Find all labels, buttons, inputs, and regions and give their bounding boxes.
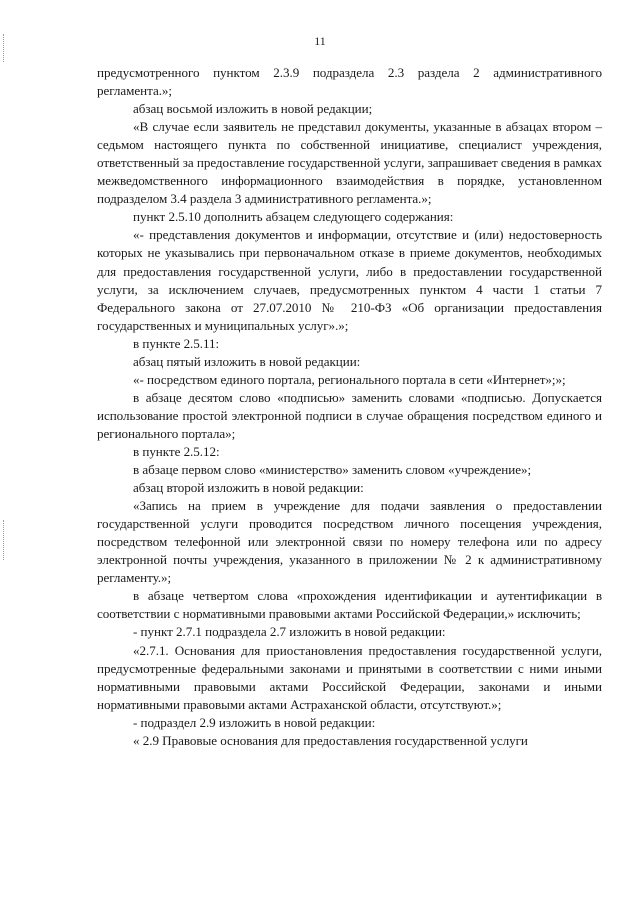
paragraph: - подраздел 2.9 изложить в новой редакции:: [133, 714, 376, 730]
paragraph: в абзаце десятом слово «подписью» заменить словами «подписью. Допускается использование простой электронной подписи в случае обращения посредством единого и регионального портала»;: [97, 389, 602, 441]
paragraph: абзац второй изложить в новой редакции:: [133, 480, 364, 496]
paragraph: пункт 2.5.10 дополнить абзацем следующего содержания:: [133, 209, 454, 225]
page-number: 11: [314, 34, 326, 48]
paragraph: - пункт 2.7.1 подраздела 2.7 изложить в новой редакции:: [133, 624, 446, 640]
paragraph: в абзаце первом слово «министерство» заменить словом «учреждение»;: [133, 462, 532, 478]
paragraph: абзац пятый изложить в новой редакции:: [133, 353, 361, 369]
paragraph: « 2.9 Правовые основания для предоставления государственной услуги: [133, 732, 528, 748]
paragraph: предусмотренного пунктом 2.3.9 подраздела 2.3 раздела 2 административного регламента.»;: [97, 65, 602, 99]
paragraph: в абзаце четвертом слова «прохождения идентификации и аутентификации в соответствии с нормативными правовыми актами Российской Федерации,» исключить;: [97, 588, 602, 622]
document-body: [97, 64, 602, 750]
paragraph: «Запись на прием в учреждение для подачи заявления о предоставлении государственной услуги проводится посредством личного посещения учреждения, посредством телефонной или электронной связи по номеру телефона или по адресу электронной почты учреждения, указанного в приложении № 2 к административному регламенту.»;: [97, 498, 602, 586]
paragraph: «- посредством единого портала, регионального портала в сети «Интернет»;»;: [133, 371, 566, 387]
paragraph: «2.7.1. Основания для приостановления предоставления государственной услуги, предусмотренные федеральными законами и принятыми в соответствии с ними иными нормативными правовыми актами Российской Федерации, законами и иными нормативными правовыми актами Астраханской области, отсутствуют.»;: [97, 642, 602, 712]
scan-margin-mark: [3, 520, 6, 560]
paragraph: абзац восьмой изложить в новой редакции;: [133, 101, 373, 117]
paragraph: в пункте 2.5.11:: [133, 335, 220, 351]
paragraph: «- представления документов и информации, отсутствие и (или) недостоверность которых не указывались при первоначальном отказе в приеме документов, необходимых для предоставления государственной услуги, либо в предоставлении государственной услуги, за исключением случаев, предусмотренных пунктом 4 части 1 статьи 7 Федерального закона от 27.07.2010 № 210-ФЗ «Об организации предоставления государственных и муниципальных услуг».»;: [97, 227, 602, 333]
paragraph: «В случае если заявитель не представил документы, указанные в абзацах втором – седьмом настоящего пункта по собственной инициативе, специалист учреждения, ответственный за предоставление государственной услуги, запрашивает сведения в рамках межведомственного информационного взаимодействия в порядке, установленном подразделом 3.4 раздела 3 административного регламента.»;: [97, 119, 602, 207]
paragraph: в пункте 2.5.12:: [133, 443, 220, 459]
